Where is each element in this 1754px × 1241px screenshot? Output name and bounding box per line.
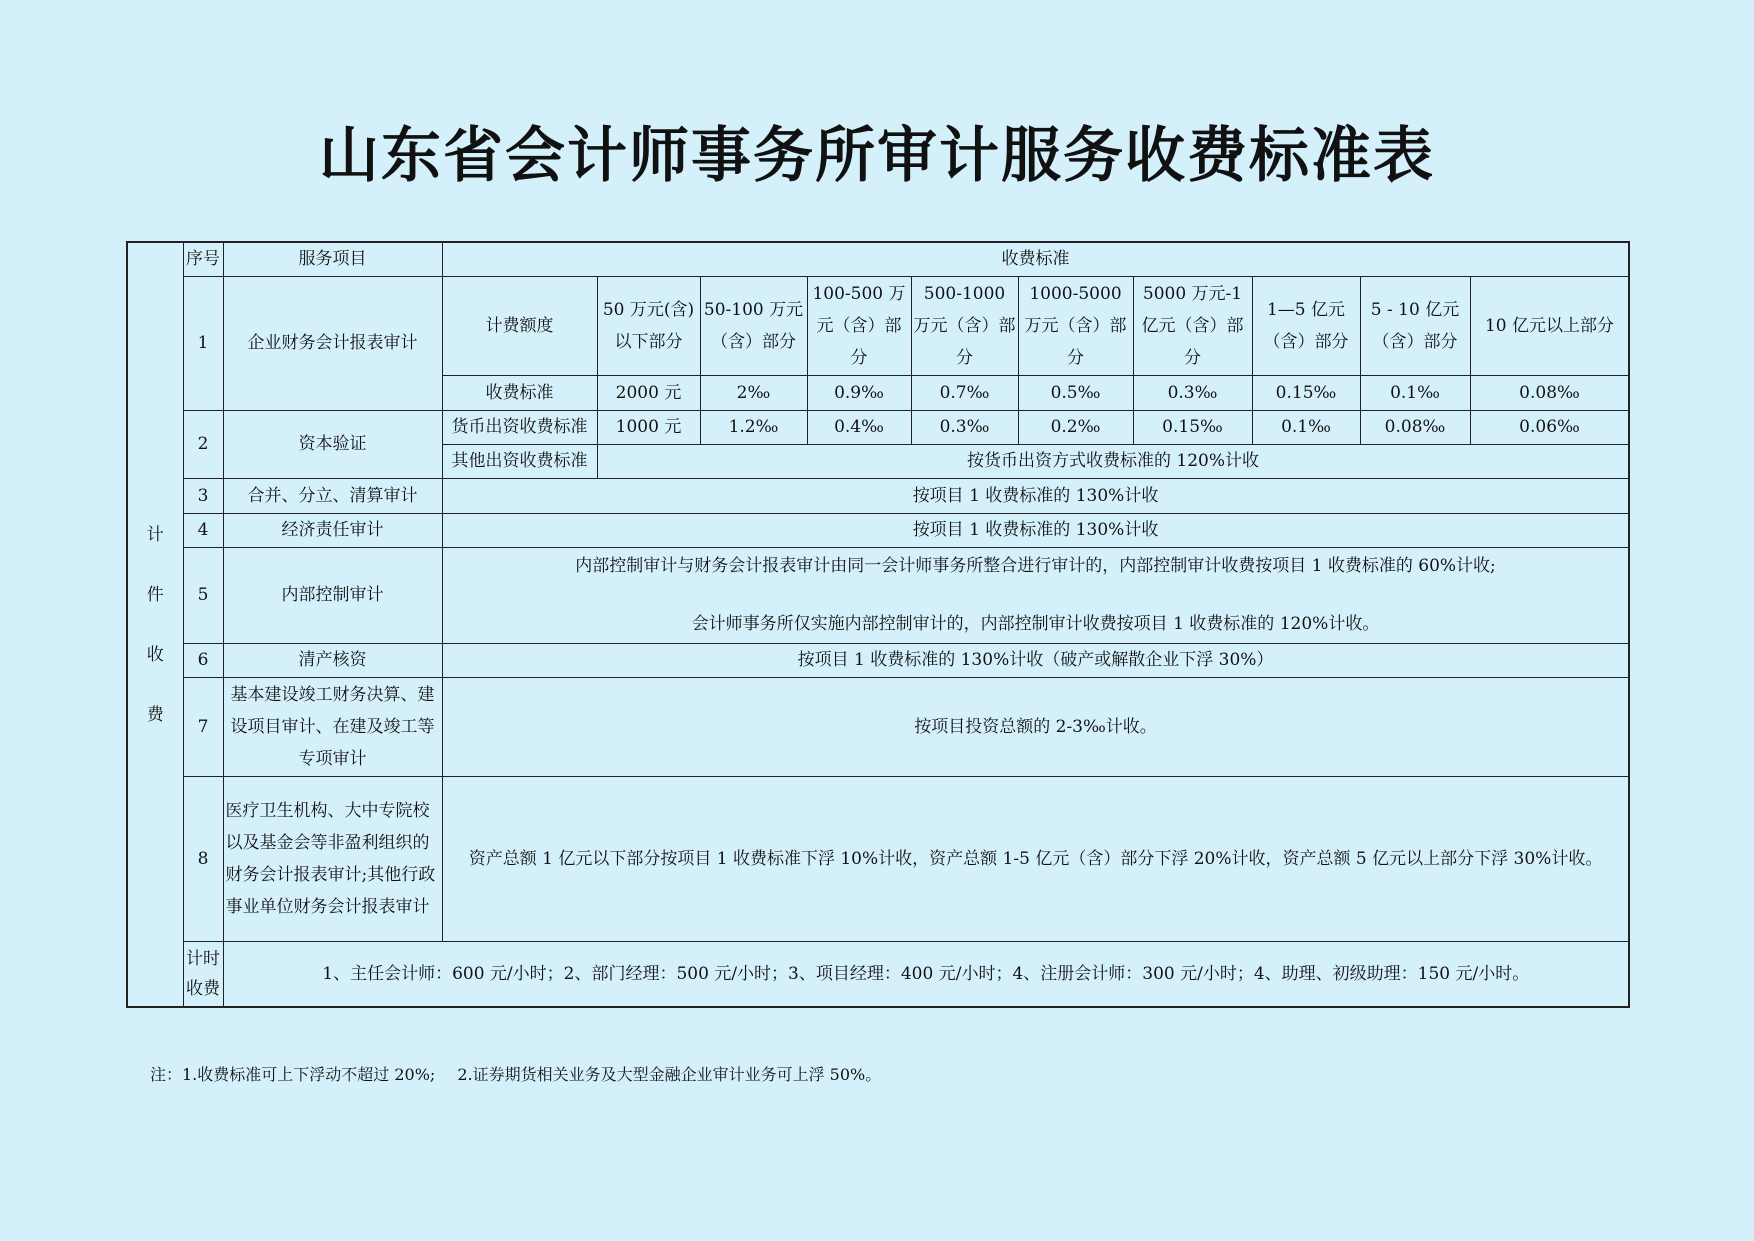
row3-text: 按项目 1 收费标准的 130%计收 — [442, 478, 1629, 513]
row6-item: 清产核资 — [223, 643, 442, 677]
rate-cell: 0.9‰ — [807, 375, 911, 410]
tier-cell: 50-100 万元（含）部分 — [700, 276, 807, 375]
header-standard: 收费标准 — [442, 242, 1629, 276]
tier-cell: 50 万元(含)以下部分 — [597, 276, 700, 375]
row8-no: 8 — [183, 776, 223, 941]
row8-item: 医疗卫生机构、大中专院校以及基金会等非盈利组织的财务会计报表审计;其他行政事业单位财务会计报表审计 — [223, 776, 442, 941]
tier-cell: 5000 万元-1 亿元（含）部分 — [1133, 276, 1252, 375]
cash-rate-cell: 0.1‰ — [1252, 410, 1360, 444]
row4-no: 4 — [183, 513, 223, 547]
cash-rate-cell: 0.4‰ — [807, 410, 911, 444]
row4 — [127, 513, 1629, 547]
row6-text: 按项目 1 收费标准的 130%计收（破产或解散企业下浮 30%） — [442, 643, 1629, 677]
rate-cell: 2‰ — [700, 375, 807, 410]
header-row — [127, 242, 1629, 276]
tier-cell: 5 - 10 亿元（含）部分 — [1360, 276, 1470, 375]
row2-other-label: 其他出资收费标准 — [442, 444, 597, 478]
cash-rate-cell: 1000 元 — [597, 410, 700, 444]
row1-tiers — [127, 276, 1629, 375]
rate-cell: 0.3‰ — [1133, 375, 1252, 410]
rate-cell: 0.1‰ — [1360, 375, 1470, 410]
row1-rate-label: 收费标准 — [442, 375, 597, 410]
section-hourly-fee — [183, 941, 223, 1007]
row5-text-2: 会计师事务所仅实施内部控制审计的，内部控制审计收费按项目 1 收费标准的 120%计收。 — [691, 614, 1380, 634]
row2-other-text: 按货币出资方式收费标准的 120%计收 — [597, 444, 1629, 478]
row3-item: 合并、分立、清算审计 — [223, 478, 442, 513]
tier-cell: 500-1000 万元（含）部分 — [911, 276, 1018, 375]
row2-cash — [127, 410, 1629, 444]
row5-item: 内部控制审计 — [223, 547, 442, 643]
row2-no: 2 — [183, 410, 223, 478]
row8 — [127, 776, 1629, 941]
tier-cell: 100-500 万元（含）部分 — [807, 276, 911, 375]
row2-item: 资本验证 — [223, 410, 442, 478]
cash-rate-cell: 0.15‰ — [1133, 410, 1252, 444]
footnote-2: 2.证券期货相关业务及大型金融企业审计业务可上浮 50%。 — [457, 1065, 882, 1084]
row7-no: 7 — [183, 677, 223, 776]
section-piece-char: 计 — [146, 524, 164, 545]
section-piece-fee — [127, 242, 183, 1007]
tier-cell: 1000-5000 万元（含）部分 — [1018, 276, 1133, 375]
header-no: 序号 — [183, 242, 223, 276]
row3 — [127, 478, 1629, 513]
rate-cell: 0.08‰ — [1470, 375, 1629, 410]
hourly-row — [127, 941, 1629, 1007]
footnote-1: 注：1.收费标准可上下浮动不超过 20%; — [150, 1065, 436, 1084]
page-title: 山东省会计师事务所审计服务收费标准表 — [319, 121, 1435, 191]
cash-rate-cell: 1.2‰ — [700, 410, 807, 444]
section-piece-char: 件 — [146, 584, 164, 605]
row7 — [127, 677, 1629, 776]
row6-no: 6 — [183, 643, 223, 677]
row7-item: 基本建设竣工财务决算、建设项目审计、在建及竣工等专项审计 — [223, 677, 442, 776]
rate-cell: 0.15‰ — [1252, 375, 1360, 410]
header-item: 服务项目 — [223, 242, 442, 276]
section-hourly-line: 收费 — [186, 978, 220, 999]
row4-item: 经济责任审计 — [223, 513, 442, 547]
row5-no: 5 — [183, 547, 223, 643]
cash-rate-cell: 0.06‰ — [1470, 410, 1629, 444]
cash-rate-cell: 0.3‰ — [911, 410, 1018, 444]
row4-text: 按项目 1 收费标准的 130%计收 — [442, 513, 1629, 547]
row1-no: 1 — [183, 276, 223, 410]
row1-item: 企业财务会计报表审计 — [223, 276, 442, 410]
cash-rate-cell: 0.08‰ — [1360, 410, 1470, 444]
fee-standard-table — [126, 241, 1630, 1008]
tier-cell: 10 亿元以上部分 — [1470, 276, 1629, 375]
section-piece-char: 费 — [146, 704, 164, 725]
row5-text-1: 内部控制审计与财务会计报表审计由同一会计师事务所整合进行审计的，内部控制审计收费按项目 1 收费标准的 60%计收; — [575, 556, 1496, 576]
row1-tier-label: 计费额度 — [442, 276, 597, 375]
row3-no: 3 — [183, 478, 223, 513]
row7-text: 按项目投资总额的 2-3‰计收。 — [442, 677, 1629, 776]
row5-text — [442, 547, 1629, 643]
footnote — [150, 1062, 881, 1085]
row6 — [127, 643, 1629, 677]
row2-cash-label: 货币出资收费标准 — [442, 410, 597, 444]
tier-cell: 1—5 亿元（含）部分 — [1252, 276, 1360, 375]
hourly-text: 1、主任会计师：600 元/小时；2、部门经理：500 元/小时；3、项目经理：400 元/小时；4、注册会计师：300 元/小时；4、助理、初级助理：150 元/小时。 — [223, 941, 1629, 1007]
section-hourly-line: 计时 — [186, 948, 220, 969]
row8-text: 资产总额 1 亿元以下部分按项目 1 收费标准下浮 10%计收，资产总额 1-5 亿元（含）部分下浮 20%计收，资产总额 5 亿元以上部分下浮 30%计收。 — [442, 776, 1629, 941]
rate-cell: 0.7‰ — [911, 375, 1018, 410]
row5 — [127, 547, 1629, 643]
section-piece-char: 收 — [146, 644, 164, 665]
rate-cell: 0.5‰ — [1018, 375, 1133, 410]
rate-cell: 2000 元 — [597, 375, 700, 410]
cash-rate-cell: 0.2‰ — [1018, 410, 1133, 444]
